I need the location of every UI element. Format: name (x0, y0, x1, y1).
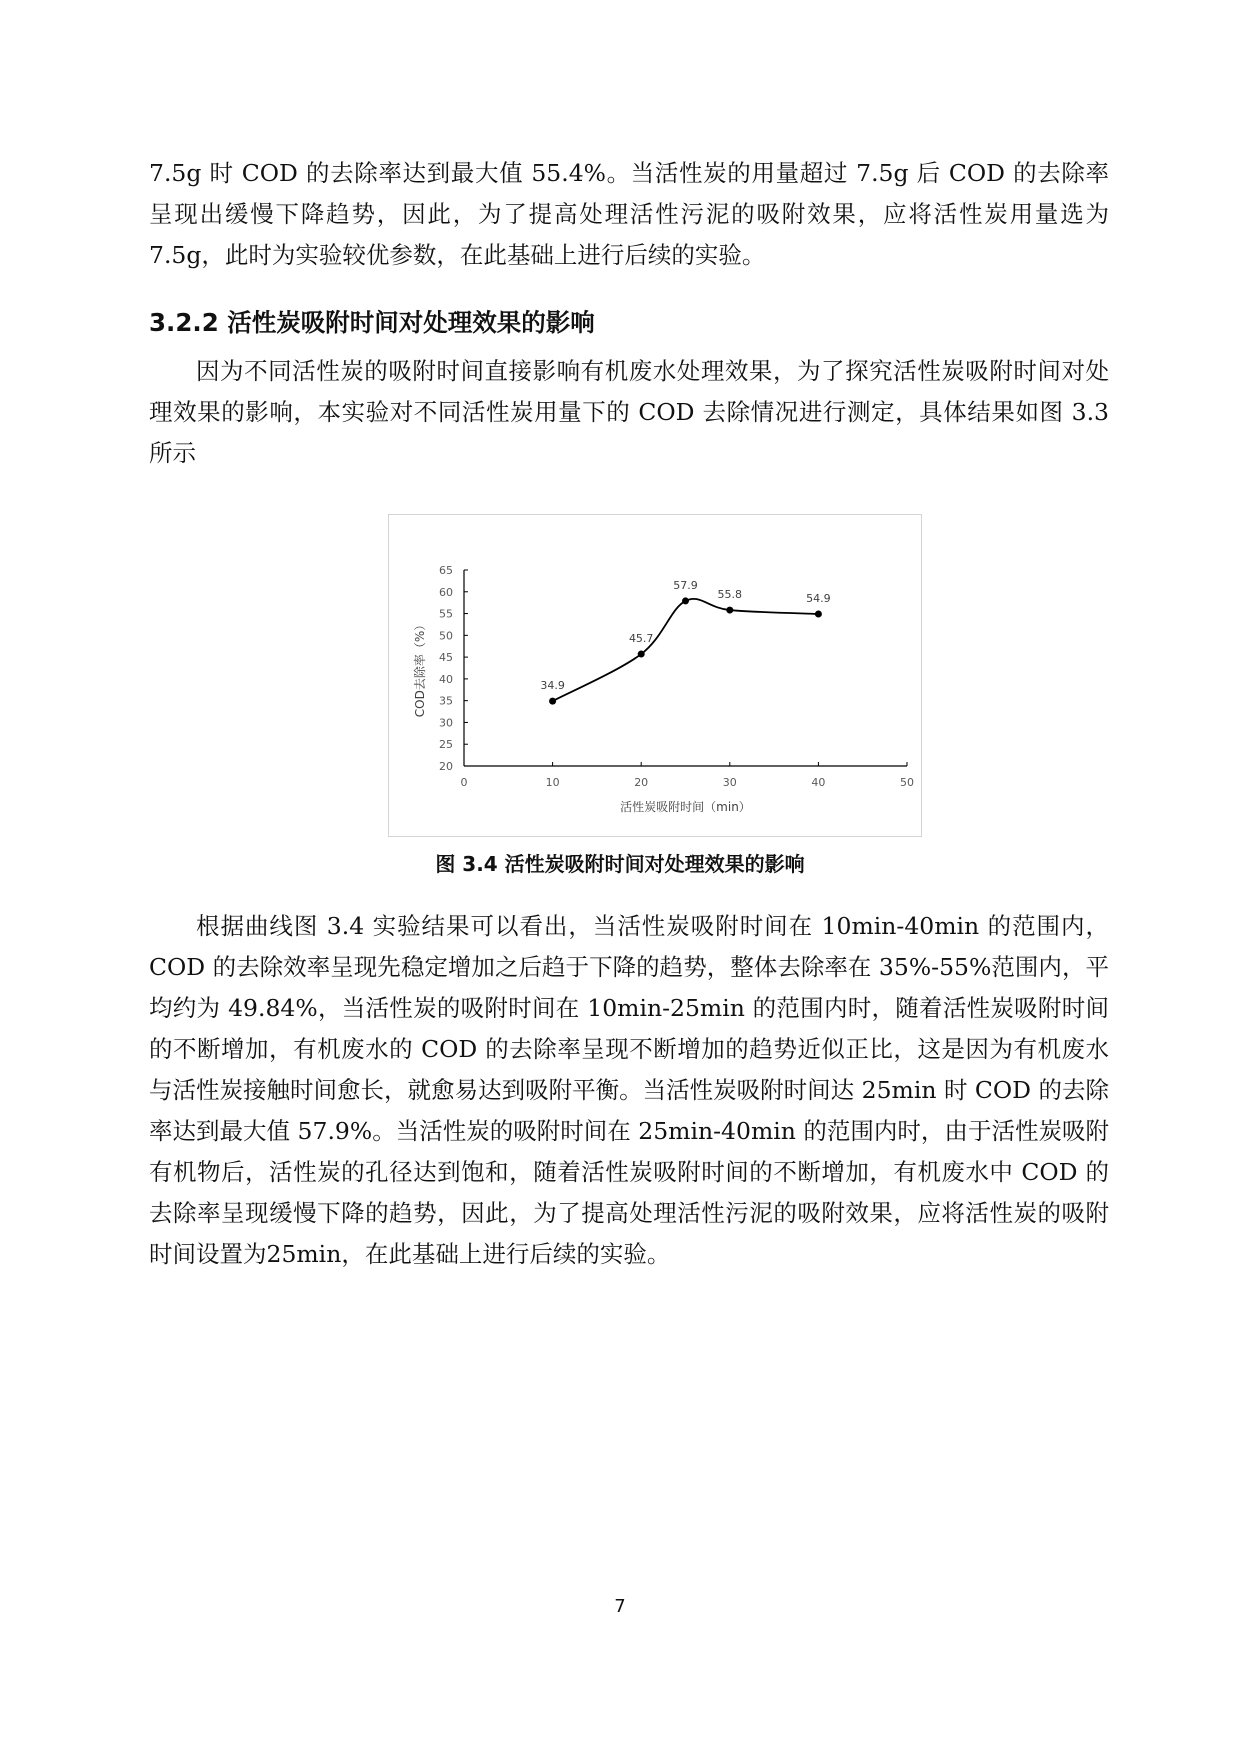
y-tick-label: 40 (439, 672, 453, 686)
line-chart (389, 515, 923, 838)
y-tick-label: 45 (439, 651, 453, 665)
x-tick-label: 10 (545, 776, 560, 789)
data-label: 45.7 (628, 632, 654, 646)
y-tick-label: 20 (439, 760, 453, 773)
data-label: 34.9 (540, 679, 565, 693)
y-tick-label: 35 (439, 694, 453, 708)
intro-paragraph: 7.5g 时 COD 的去除率达到最大值 55.4%。当活性炭的用量超过 7.5g 后 COD 的去除率呈现出缓慢下降趋势，因此，为了提高处理活性污泥的吸附效果，应将活性炭用量选为 7.5g，此时为实验较优参数，在此基础上进行后续的实验。 (149, 159, 1109, 269)
y-tick-label: 55 (439, 607, 453, 621)
paragraph-3: 根据曲线图 3.4 实验结果可以看出，当活性炭吸附时间在 10min-40min 的范围内，COD 的去除效率呈现先稳定增加之后趋于下降的趋势，整体去除率在 35%-55%范围内，平均约为 49.84%，当活性炭的吸附时间在 10min-25min 的范围内时，随着活性炭吸附时间的不断增加，有机废水的 COD 的去除率呈现不断增加的趋势近似正比，这是因为有机废水与活性炭接触时间愈长，就愈易达到吸附平衡。当活性炭吸附时间达 25min 时 COD 的去除率达到最大值 57.9%。当活性炭的吸附时间在 25min-40min 的范围内时，由于活性炭吸附有机物后，活性炭的孔径达到饱和，随着活性炭吸附时间的不断增加，有机废水中 COD 的去除率呈现缓慢下降的趋势，因此，为了提高处理活性污泥的吸附效果，应将活性炭的吸附时间设置为25min，在此基础上进行后续的实验。 (149, 912, 1109, 1268)
section-heading: 3.2.2 活性炭吸附时间对处理效果的影响 (149, 308, 595, 337)
x-tick-label: 30 (722, 776, 737, 789)
data-label: 57.9 (673, 578, 698, 592)
y-axis-title: COD去除率（%） (413, 618, 427, 718)
x-tick-label: 40 (811, 776, 826, 789)
y-tick-label: 65 (439, 564, 453, 577)
y-tick-label: 50 (439, 629, 453, 643)
x-tick-label: 20 (634, 776, 649, 789)
x-tick-label: 0 (460, 776, 468, 789)
paragraph-2: 因为不同活性炭的吸附时间直接影响有机废水处理效果，为了探究活性炭吸附时间对处理效果的影响，本实验对不同活性炭用量下的 COD 去除情况进行测定，具体结果如图 3.3 所示 (149, 357, 1109, 467)
data-point (726, 607, 733, 614)
y-tick-label: 60 (439, 585, 453, 599)
data-point (682, 597, 689, 604)
data-label: 55.8 (717, 588, 743, 602)
x-tick-label: 50 (900, 776, 914, 789)
data-point (549, 698, 556, 705)
page-number: 7 (614, 1596, 626, 1617)
series-line (553, 599, 819, 701)
data-point (638, 651, 645, 658)
y-tick-label: 25 (439, 738, 453, 752)
data-point (815, 610, 822, 617)
data-label: 54.9 (806, 591, 831, 605)
figure-chart (388, 514, 922, 837)
y-tick-label: 30 (439, 716, 453, 730)
x-axis-title: 活性炭吸附时间（min） (620, 800, 751, 814)
figure-caption: 图 3.4 活性炭吸附时间对处理效果的影响 (435, 852, 805, 876)
